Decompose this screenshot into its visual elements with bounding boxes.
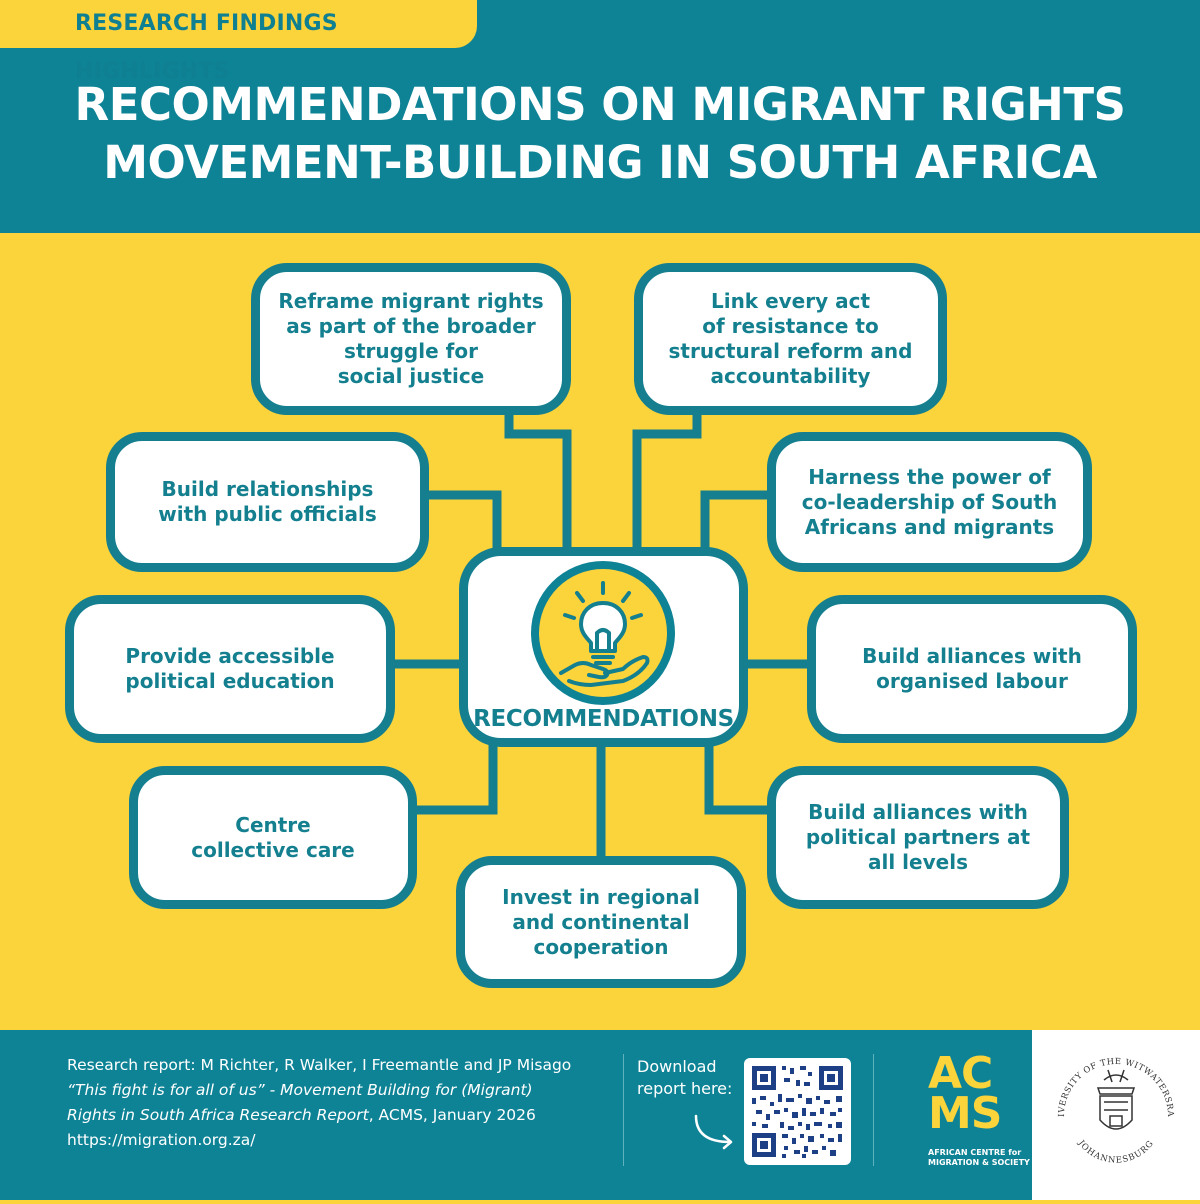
card-harness-text: Harness the power of co-leadership of South Africans and migrants (801, 464, 1058, 539)
curved-arrow-icon (690, 1112, 742, 1152)
card-reframe-text: Reframe migrant rights as part of the broader struggle for social justice (278, 289, 544, 388)
card-care (129, 766, 417, 909)
divider-2 (873, 1054, 874, 1166)
report-citation (67, 1053, 627, 1153)
report-url[interactable]: https://migration.org.za/ (67, 1131, 256, 1149)
card-partners (767, 766, 1069, 909)
card-reframe (251, 263, 571, 415)
footer (0, 1030, 1200, 1200)
card-relationships-text: Build relationships with public officials (158, 477, 377, 526)
center-icon-circle (531, 561, 675, 705)
report-title-line-1: “This fight is for all of us” - Movement Building for (Migrant) (67, 1081, 533, 1099)
report-authors: Research report: M Richter, R Walker, I Freemantle and JP Misago (67, 1056, 572, 1074)
download-label: Download report here: (637, 1057, 733, 1098)
divider-1 (623, 1054, 624, 1166)
card-harness (767, 432, 1092, 572)
connector-care (407, 737, 493, 810)
card-labour (807, 595, 1137, 743)
lightbulb-hand-icon (539, 569, 667, 697)
card-link-text: Link every act of resistance to structural reform and accountability (668, 289, 913, 388)
card-education (65, 595, 395, 743)
svg-text:JOHANNESBURG: JOHANNESBURG (1076, 1137, 1156, 1165)
card-care-text: Centre collective care (191, 812, 355, 862)
card-education-text: Provide accessible political education (125, 644, 335, 693)
report-title-line-2: Rights in South Africa Research Report, ACMS, January 2026 (67, 1106, 536, 1124)
qr-code[interactable] (744, 1058, 851, 1165)
title-line-1: RECOMMENDATIONS ON MIGRANT RIGHTS (74, 78, 1126, 131)
card-partners-text: Build alliances with political partners at all levels (805, 800, 1031, 874)
acms-logo-subtitle: AFRICAN CENTRE for MIGRATION & SOCIETY (928, 1148, 1030, 1167)
wits-logo (1032, 1030, 1200, 1200)
card-invest (456, 856, 746, 988)
svg-text:UNIVERSITY OF THE WITWATERSRAN: IVERSITY OF THE WITWATERSRA (1055, 1055, 1177, 1118)
card-labour-text: Build alliances with organised labour (862, 644, 1082, 693)
connector-link (637, 405, 697, 560)
connector-reframe (509, 405, 567, 560)
card-invest-text: Invest in regional and continental cooperation (502, 884, 700, 959)
center-label: RECOMMENDATIONS (473, 706, 734, 732)
card-relationships (106, 432, 429, 572)
wits-crest-icon (1032, 1030, 1200, 1200)
card-link (634, 263, 947, 415)
acms-logo: AC MS (928, 1048, 1002, 1139)
center-recommendations-card (459, 547, 748, 747)
title-line-2: MOVEMENT-BUILDING IN SOUTH AFRICA (103, 136, 1097, 189)
section-tag: RESEARCH FINDINGS HIGHLIGHTS (0, 0, 477, 48)
qr-code-icon (744, 1058, 851, 1165)
